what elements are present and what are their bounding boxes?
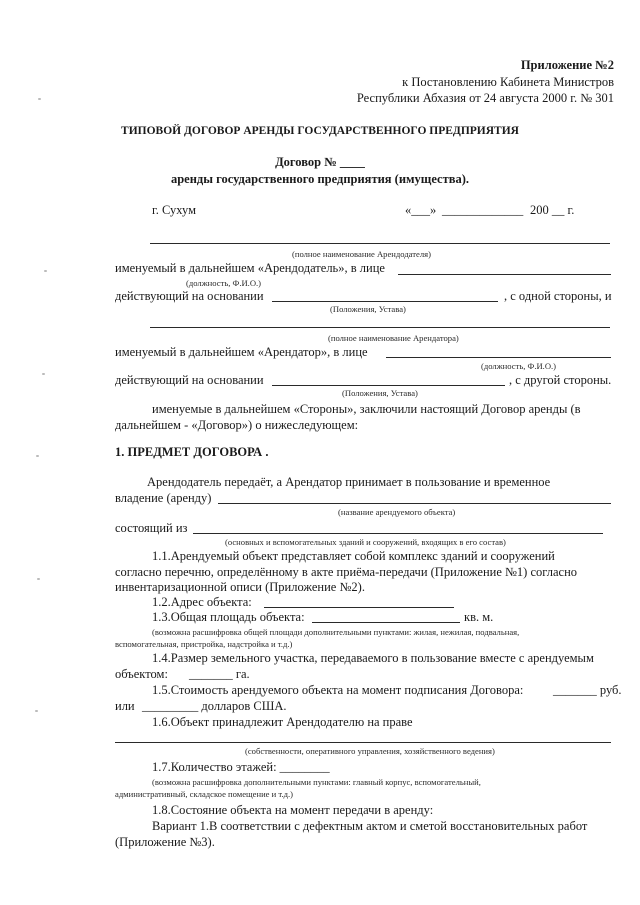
lessee-position-caption: (должность, Ф.И.О.) [481, 361, 557, 371]
consist-caption: (основных и вспомогательных зданий и сооружений, входящих в его состав) [225, 537, 506, 547]
p1-4-line-2b: _______ га. [189, 667, 250, 681]
appendix-line-1: к Постановлению Кабинета Министров [402, 75, 614, 89]
consist-line [193, 533, 603, 534]
p1-6: 1.6.Объект принадлежит Арендодателю на праве [152, 715, 413, 729]
p1-3-note-1: (возможна расшифровка общей площади дополнительными пунктами: жилая, нежилая, подвальная, [152, 627, 520, 637]
p1-4-line-2a: объектом: [115, 667, 168, 681]
lessee-name-caption: (полное наименование Арендатора) [328, 333, 459, 343]
lessee-basis-text: действующий на основании [115, 373, 264, 387]
p1-7-note-1: (возможна расшифровка дополнительными пунктами: главный корпус, вспомогательный, [152, 777, 481, 787]
p1-1-line-3: инвентаризационной описи (Приложение №2). [115, 580, 365, 594]
p1-3: 1.3.Общая площадь объекта: [152, 610, 305, 624]
lessor-side-text: , с одной стороны, и [504, 289, 612, 303]
lessor-basis-text: действующий на основании [115, 289, 264, 303]
p1-5-line-2b: _________ долларов США. [142, 699, 287, 713]
object-caption: (название арендуемого объекта) [338, 507, 456, 517]
lessee-basis-line [272, 385, 505, 386]
intro-line-2: владение (аренду) [115, 491, 212, 505]
section-1-heading: 1. ПРЕДМЕТ ДОГОВОРА . [115, 445, 269, 459]
lessee-position-line [386, 357, 611, 358]
date-year: 200 __ г. [530, 203, 575, 217]
address-line [264, 607, 454, 608]
contract-subtitle: аренды государственного предприятия (имущества). [170, 172, 470, 186]
variant-line-1: Вариант 1.В соответствии с дефектным актом и сметой восстановительных работ [152, 819, 588, 833]
right-line [115, 742, 611, 743]
appendix-title: Приложение №2 [520, 58, 614, 72]
p1-4-line-1: 1.4.Размер земельного участка, передаваемого в пользование вместе с арендуемым [152, 651, 594, 665]
lessee-named-text: именуемый в дальнейшем «Арендатор», в лице [115, 345, 368, 359]
object-name-line [218, 503, 611, 504]
lessor-position-line [398, 274, 611, 275]
document-title: ТИПОВОЙ ДОГОВОР АРЕНДЫ ГОСУДАРСТВЕННОГО ПРЕДПРИЯТИЯ [121, 125, 519, 137]
p1-8: 1.8.Состояние объекта на момент передачи в аренду: [152, 803, 434, 817]
area-line [312, 622, 460, 623]
p1-2: 1.2.Адрес объекта: [152, 595, 252, 609]
p1-7: 1.7.Количество этажей: ________ [152, 760, 330, 774]
consist-text: состоящий из [115, 521, 188, 535]
parties-line-2: дальнейшем - «Договор») о нижеследующем: [115, 418, 359, 432]
p1-7-note-2: административный, складское помещение и т.д.) [115, 789, 294, 799]
scan-speck [36, 455, 39, 457]
p1-1-line-1: 1.1.Арендуемый объект представляет собой комплекс зданий и сооружений [152, 549, 555, 563]
city: г. Сухум [152, 203, 197, 217]
scan-speck [35, 710, 38, 712]
scan-speck [37, 578, 40, 580]
intro-line-1: Арендодатель передаёт, а Арендатор принимает в пользование и временное [147, 475, 551, 489]
p1-3-note-2: вспомогательная, пристройка, надстройка и т.д.) [115, 639, 293, 649]
scan-speck [38, 98, 41, 100]
lessor-basis-line [272, 301, 498, 302]
p1-5-line-1: 1.5.Стоимость арендуемого объекта на момент подписания Договора: [152, 683, 524, 697]
p1-3-unit: кв. м. [464, 610, 494, 624]
appendix-line-2: Республики Абхазия от 24 августа 2000 г. № 301 [356, 91, 614, 105]
variant-line-2: (Приложение №3). [115, 835, 215, 849]
p1-1-line-2: согласно перечню, определённому в акте приёма-передачи (Приложение №1) согласно [115, 565, 578, 579]
lessee-side-text: , с другой стороны. [509, 373, 612, 387]
lessee-basis-caption: (Положения, Устава) [342, 388, 418, 398]
lessor-position-caption: (должность, Ф.И.О.) [186, 278, 262, 288]
lessor-basis-caption: (Положения, Устава) [330, 304, 406, 314]
lessor-named-text: именуемый в дальнейшем «Арендодатель», в лице [115, 261, 385, 275]
scan-speck [44, 270, 47, 272]
scan-speck [42, 373, 45, 375]
p1-5-line-2a: или [115, 699, 135, 713]
lessor-name-line [150, 243, 610, 244]
date-day: «___» [405, 203, 437, 217]
p1-5-rub: _______ руб. [553, 683, 622, 697]
contract-title: Договор № ____ [275, 155, 365, 169]
lessor-name-caption: (полное наименование Арендодателя) [292, 249, 431, 259]
lessee-name-line [150, 327, 610, 328]
p1-6-caption: (собственности, оперативного управления, хозяйственного ведения) [245, 746, 495, 756]
parties-line-1: именуемые в дальнейшем «Стороны», заключили настоящий Договор аренды (в [152, 402, 581, 416]
date-month: _____________ [442, 203, 524, 217]
